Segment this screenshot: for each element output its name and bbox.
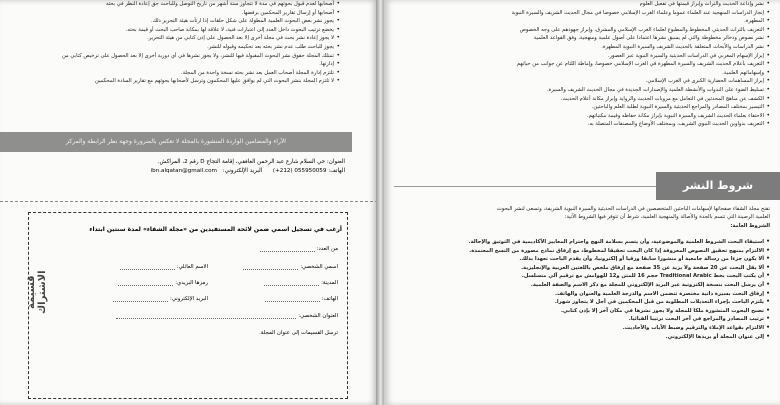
family-name-label: الاسم العائلي: — [176, 264, 208, 270]
journal-goals-list — [394, 0, 770, 129]
section-intro — [394, 205, 770, 230]
list-item: • الكشف عن مناهج المحدثين في التعامل مع مرويات الحديث والرواية وإبراز مكانة أعلام الحديث. — [394, 95, 770, 104]
list-item: • يجوز للباحث طلب عدم نشر بحثه بعد تحكيمه وقبوله للنشر. — [6, 43, 340, 52]
list-item: • تلتزم إدارة المجلة أصحاب العمل بعد نشر بحثه نسخة واحدة من المجلة. — [6, 69, 340, 78]
list-item: • لا تلتزم المجلة بنشر البحوث التي لم يوافق عليها المحكمون وترسل لأصحابها بحوثهم مع تقارير السادة المحكمين — [6, 77, 340, 86]
city-label: المدينة: — [321, 280, 338, 286]
email-label: البريد الإلكتروني: — [222, 168, 263, 174]
form-email-label: البريد الإلكتروني: — [170, 296, 208, 302]
list-item: • إدارتها. — [6, 60, 340, 69]
list-item: • يلتزم الباحث بإجراء التعديلات المطلوبة من قبل المحكمين في أجل لا يتجاوز شهرا. — [394, 298, 770, 307]
list-item: • يجوز نشر بعض البحوث العلمية المطولة على شكل حلقات إذا ارتأت هيئة التحرير ذلك. — [6, 17, 340, 26]
form-phone-label: الهاتف: — [321, 296, 338, 302]
subscription-form — [28, 212, 348, 399]
list-item: • التعريف بدواوين الحديث النبوي الشريف، وبمختلف الأوضاع والمصنفات المتصلة به. — [394, 120, 770, 129]
publication-conditions-list — [6, 0, 340, 86]
section-rule — [394, 186, 656, 187]
list-item: • يخضع ترتيب البحوث داخل العدد إلى اعتبارات فنية، لا علاقة لها بمكانة صاحب البحث أو قيمة بحثه. — [6, 26, 340, 35]
list-item: • ألا يكون جزءا من رسالة جامعية أو منشورا سابقا ورقيا أو إلكترونيا، وأن يقدم الباحث تعهدا بذلك. — [394, 255, 770, 264]
disclaimer-banner: الآراء والمضامين الواردة المنشورة بالمجلة لا تعكس بالضرورة وجهة نظر الرابطة والمركز — [0, 132, 352, 152]
right-page — [384, 0, 780, 405]
list-item: • الاحتفاء بعلماء الحديث الشريف والسيرة النبوية بإبراز مكانة حفاظه وقيمة مكتباتهم. — [394, 112, 770, 121]
personal-name-label: اسمي الشخصي: — [300, 264, 338, 270]
email-value: ibn.alqatan@gmail.com — [150, 168, 218, 174]
list-item: • أن يكتب البحث بخط Traditional Arabic حجم 16 للمتن و12 للهوامش مع ترقيم آلي متسلسل. — [394, 272, 770, 281]
list-item: • نشر الدراسات والأبحاث المتعلقة بالحديث الشريف والسيرة النبوية المطهرة. — [394, 43, 770, 52]
issue-field[interactable] — [260, 246, 339, 252]
postal-label: رمزها البريدي: — [175, 280, 208, 286]
list-item: • إبراز المساهمات الحضارية الكبرى في الغرب الإسلامي. — [394, 77, 770, 86]
list-item: • إبراز الإسهام المغربي في الدراسات الحديثية والسيرة النبوية عبر العصور. — [394, 52, 770, 61]
list-item: • تسليط الضوء على الندوات والأنشطة العلمية والإصدارات الجديدة في مجال الحديث الشريف والسيرة. — [394, 86, 770, 95]
intro-line: تفتح مجلة الشفاء صفحاتها لإسهامات الباحثين المتخصصين في الدراسات الحديثية والسيرة النبوية الشريفة، وتسعى لنشر البحوث — [496, 206, 770, 212]
personal-address-field[interactable] — [116, 313, 338, 319]
intro-line: العلمية الرصينة التي تتسم بالجدة والأصالة والمنهجية العلمية، شرط أن تتوفر فيها الشروط الآتية: — [564, 214, 770, 221]
list-item: • تصبح البحوث المنشورة ملكا للمجلة ولا يجوز نشرها في مكان آخر إلا بإذن كتابي. — [394, 307, 770, 316]
list-item: • ترتيب المصادر والمراجع في آخر البحث ترتيبا ألفبائيا. — [394, 315, 770, 324]
postal-code-field[interactable] — [118, 280, 208, 286]
list-item: • التعريف بالتراث الحديثي المخطوط والمطبوع لعلماء الغرب الإسلامي والمشرق، وإبراز جهودهم على وجه الخصوص — [394, 26, 770, 35]
phone-email-line — [20, 167, 345, 176]
personal-name-field[interactable] — [243, 264, 338, 270]
city-field[interactable] — [264, 280, 338, 286]
list-item: • إرفاق البحث بسيرة ذاتية مختصرة تتضمن الاسم والدرجة العلمية والعنوان والهاتف. — [394, 290, 770, 299]
phone-value: (+212) 055950059 — [272, 168, 327, 174]
list-item: • أن يرسل البحث بنسخة إلكترونية عبر البريد الإلكتروني للمجلة مع ذكر الاسم والصفة العلمية. — [394, 281, 770, 290]
section-title: شروط النشر — [656, 172, 780, 200]
send-note: ترسل القسيمات إلى عنوان المجلة. — [259, 330, 338, 336]
list-item: • إنجاز الدراسات المنهجية عند العلماء عموما وعلماء الغرب الإسلامي خصوصا في مجال الحديث الشريف والسيرة النبوية — [394, 9, 770, 18]
list-item: • نشر وإذاعة الحديث والتراث وإبراز قيمتها في تفعيل العلوم — [394, 0, 770, 9]
list-item: • ألا يقل البحث عن 20 صفحة ولا يزيد عن 35 صفحة مع إرفاق ملخص باللغتين العربية والإنجليزية. — [394, 264, 770, 273]
phone-label: الهاتف: — [328, 168, 345, 174]
list-item: • الالتزام بمنهج تحقيق النصوص المعروفة إذا كان البحث تحقيقا لمخطوط، مع إرفاق نماذج مصورة من النسخ المعتمدة. — [394, 247, 770, 256]
issue-label: من العدد: — [316, 246, 338, 252]
list-item: • التيسير بمختلف المصادر والمراجع الحديثية والسيرة النبوية لطلبة العلم والباحثين. — [394, 103, 770, 112]
form-intro: أرغب في تسجيل اسمي ضمن لائحة المستفيدين من «مجلة الشفاء» لمدة سنتين ابتداء — [89, 226, 342, 233]
subscription-title: قسيمة الاشتراك — [26, 270, 48, 314]
intro-subheading: الشروط العامة: — [730, 222, 770, 229]
list-item: • استيفاء البحث الشروط العلمية والموضوعية، وأن يتسم بسلامة النهج واحترام المعايير الأكاديمية في التوثيق والإحالة. — [394, 238, 770, 247]
address-value: حي السلام شارع عبد الرحمن الغافقي، إقامة التجاج D رقم 2، المراكش. — [157, 159, 326, 165]
list-item: • أصحابها أو إرسال تقارير المحكمين برفضها. — [6, 9, 340, 18]
family-name-field[interactable] — [120, 264, 208, 270]
list-item: • الالتزام بقواعد الإملاء والترقيم وضبط الآيات والأحاديث. — [394, 324, 770, 333]
list-item: • نشر نصوص وذخائر مخطوطة والتي لم يسبق نشرها اعتمادا على أصول علمية ومنهجية، وفق القواعد العلمية — [394, 34, 770, 43]
left-page — [0, 0, 378, 405]
personal-address-label: العنوان الشخصي: — [298, 313, 338, 319]
email-field[interactable] — [113, 296, 208, 302]
list-item: • أصحابها لعدم قبول بحوثهم في مدة لا تتجاوز ستة أشهر من تاريخ التوصل وللباحث حق إعادة النظر في بحثه — [6, 0, 340, 9]
address-label: العنوان: — [326, 159, 345, 165]
list-item: • المطهرة. — [394, 17, 770, 26]
list-item: • التعريف بأعلام الحديث الشريف والسيرة المطهرة في الغرب الإسلامي خصوصا، وإماطة اللثام عن جوانب من حياتهم — [394, 60, 770, 69]
list-item: • تمتلك المجلة حقوق نشر البحوث المقبولة فيها للنشر، ولا يجوز نشرها في أي دورية أخرى إلا بعد الحصول على ترخيص كتابي من — [6, 52, 340, 61]
cut-line — [0, 201, 378, 202]
publication-rules-list — [394, 238, 770, 341]
phone-field[interactable] — [265, 296, 338, 302]
list-item: • لا يجوز إعادة نشر بحث في مجلة أخرى إلا بعد الحصول على إذن كتابي من هيئة التحرير. — [6, 34, 340, 43]
list-item: • إلى عنوان المجلة أو بريدها الإلكتروني. — [394, 333, 770, 342]
list-item: • وإسهاماتهم العلمية. — [394, 69, 770, 78]
contact-block — [20, 158, 345, 176]
address-line — [20, 158, 345, 167]
